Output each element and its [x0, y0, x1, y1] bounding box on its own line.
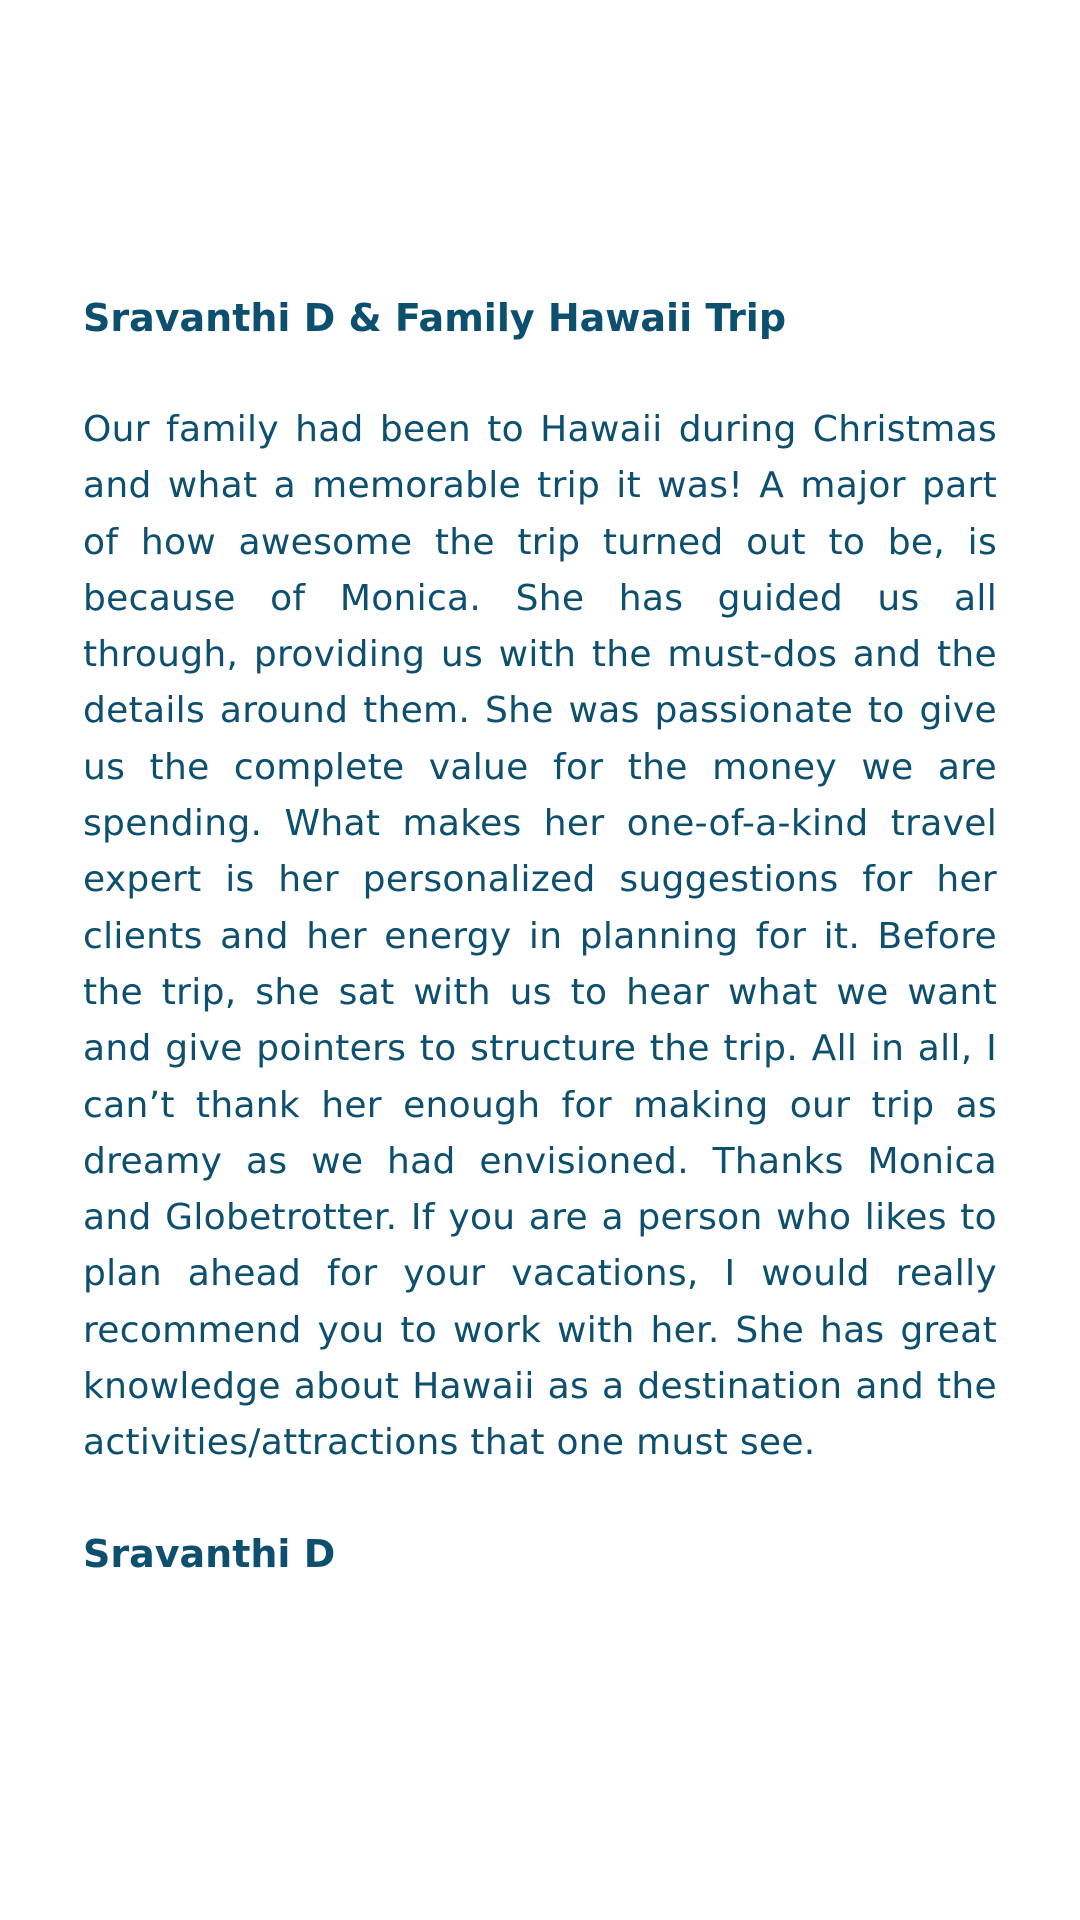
testimonial-card — [83, 292, 997, 1580]
testimonial-title: Sravanthi D & Family Hawaii Trip — [83, 296, 787, 340]
testimonial-body: Our family had been to Hawaii during Christmas and what a memorable trip it was! A major part of how awesome the trip turned out to be, is because of Monica. She has guided us all through, providing us with the must-dos and the details around them. She was passionate to give us the complete value for the money we are spending. What makes her one-of-a-kind travel expert is her personalized suggestions for her clients and her energy in planning for it. Before the trip, she sat with us to hear what we want and give pointers to structure the trip. All in all, I can’t thank her enough for making our trip as dreamy as we had envisioned. Thanks Monica and Globetrotter. If you are a person who likes to plan ahead for your vacations, I would really recommend you to work with her. She has great knowledge about Hawaii as a destination and the activities/attractions that one must see. — [83, 409, 997, 1464]
testimonial-signature: Sravanthi D — [83, 1531, 336, 1576]
